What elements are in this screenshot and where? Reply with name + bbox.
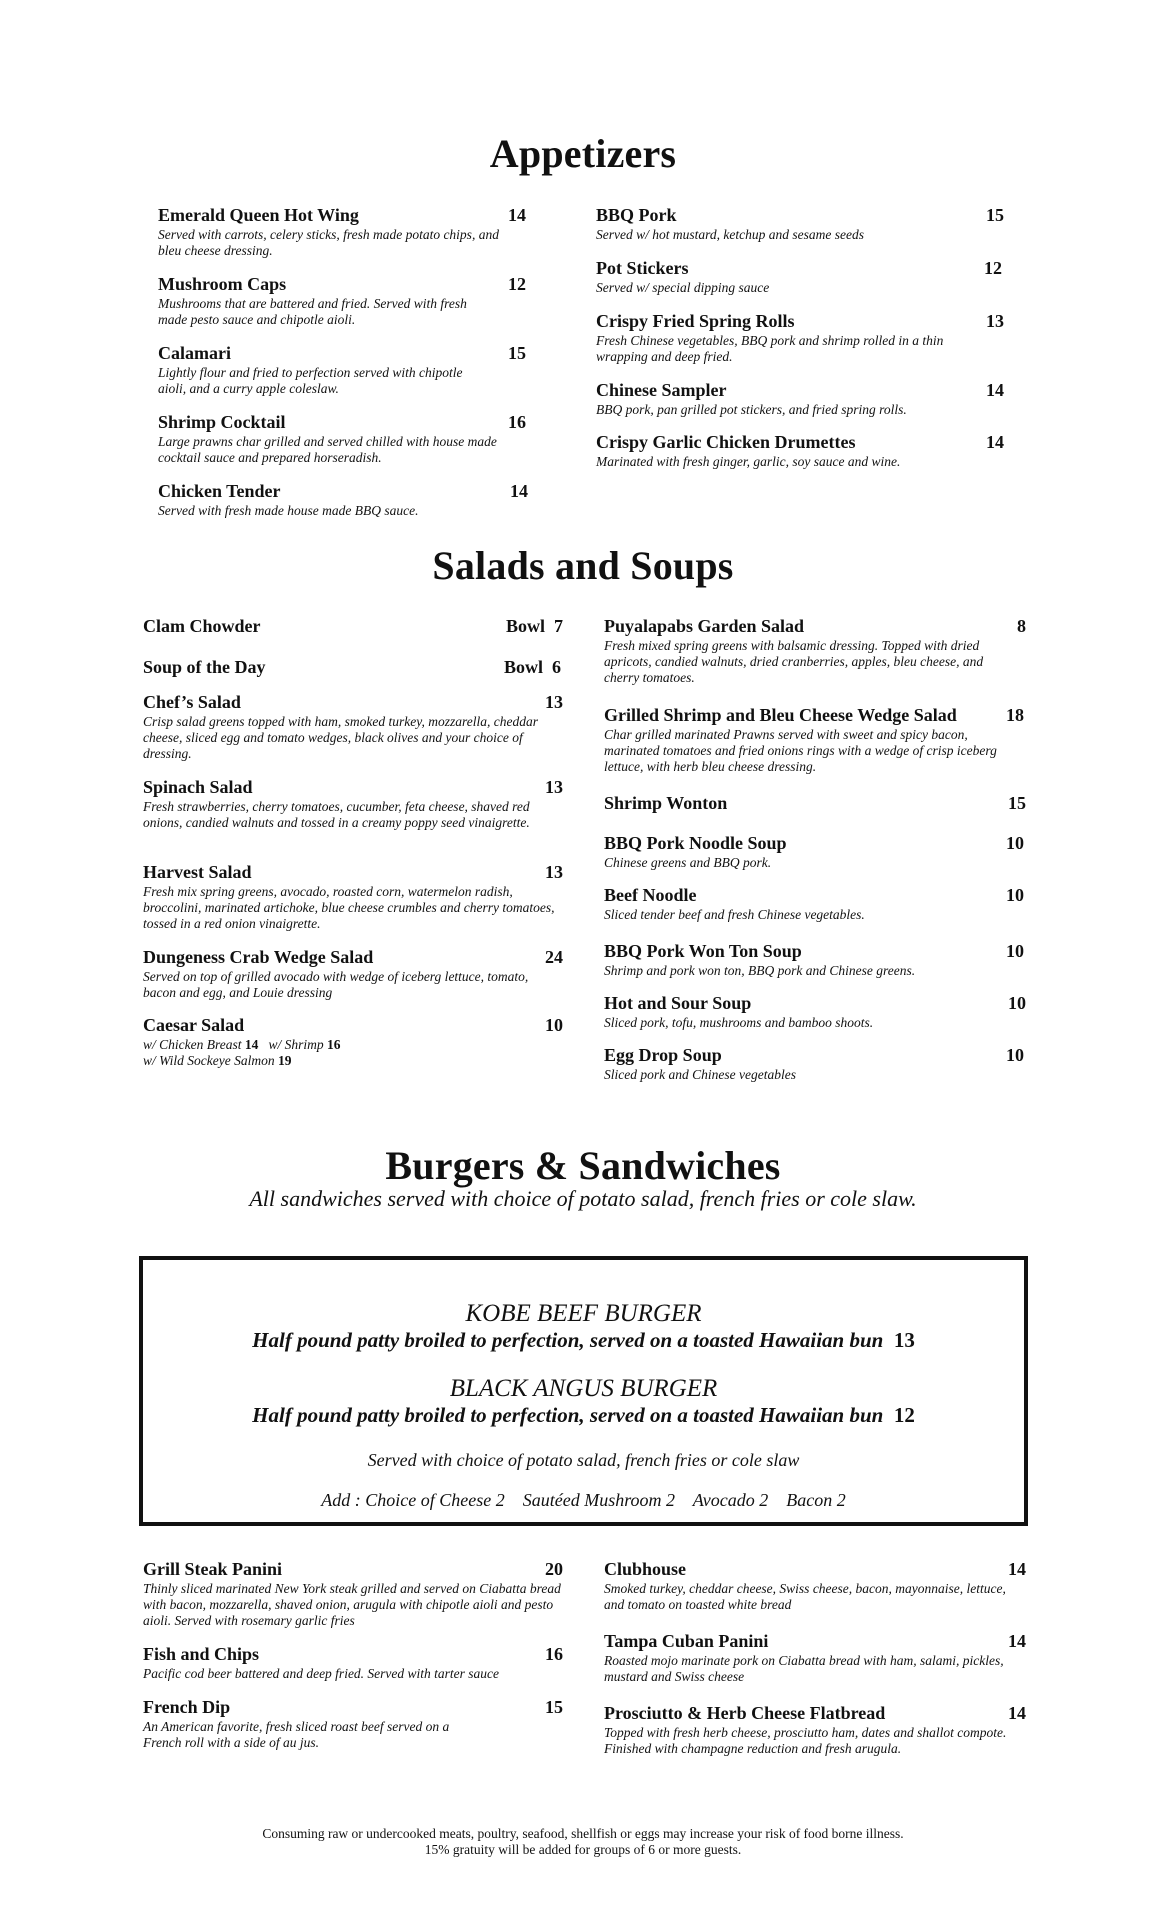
item-description: Char grilled marinated Prawns served with sweet and spicy bacon, marinated tomatoes and fried onions rings with a wedge of crisp iceberg lettuce, with herb bleu cheese dressing. (604, 727, 997, 774)
item-price: 10 (1006, 1045, 1024, 1065)
item-price: 15 (1008, 793, 1026, 813)
item-price: 14 (1008, 1559, 1026, 1579)
item-name: Shrimp Wonton (604, 793, 728, 813)
item-price: 10 (545, 1015, 563, 1035)
kobe-burger-price: 13 (893, 1328, 915, 1352)
item-name: Dungeness Crab Wedge Salad (143, 947, 374, 967)
menu-item (596, 380, 1004, 418)
item-description: Fresh strawberries, cherry tomatoes, cucumber, feta cheese, shaved red onions, candied walnuts and tossed in a creamy poppy seed vinaigrette. (143, 799, 530, 830)
item-description: Served on top of grilled avocado with wedge of iceberg lettuce, tomato, bacon and egg, and Louie dressing (143, 969, 529, 1000)
menu-item (143, 1015, 563, 1069)
item-name: Prosciutto & Herb Cheese Flatbread (604, 1703, 886, 1723)
item-description: Shrimp and pork won ton, BBQ pork and Chinese greens. (604, 963, 916, 978)
menu-item (604, 793, 1026, 814)
item-price: 14 (1008, 1703, 1026, 1723)
item-description: Sliced pork, tofu, mushrooms and bamboo shoots. (604, 1015, 874, 1030)
item-name: Beef Noodle (604, 885, 697, 905)
item-price: 10 (1008, 993, 1026, 1013)
item-name: Fish and Chips (143, 1644, 260, 1664)
menu-item (596, 205, 1004, 243)
item-price: Bowl 7 (505, 616, 563, 636)
menu-item (158, 205, 526, 259)
item-description: Pacific cod beer battered and deep fried. Served with tarter sauce (143, 1666, 500, 1681)
option-label: w/ Shrimp (268, 1037, 324, 1052)
food-safety-notice: Consuming raw or undercooked meats, poultry, seafood, shellfish or eggs may increase your risk of food borne illness. (262, 1826, 904, 1841)
menu-item (143, 777, 563, 831)
item-name: French Dip (143, 1697, 231, 1717)
item-description: An American favorite, fresh sliced roast beef served on a French roll with a side of au jus. (143, 1719, 450, 1750)
option-price: 19 (277, 1053, 292, 1068)
kobe-burger-line (143, 1328, 1024, 1353)
item-description: Sliced pork and Chinese vegetables (604, 1067, 796, 1082)
menu-item (596, 311, 1004, 365)
item-price: 13 (545, 777, 563, 797)
item-name: Puyalapabs Garden Salad (604, 616, 805, 636)
menu-item (143, 1644, 563, 1682)
item-name: Crispy Garlic Chicken Drumettes (596, 432, 856, 452)
item-name: Chicken Tender (158, 481, 281, 501)
gratuity-notice: 15% gratuity will be added for groups of 6 or more guests. (424, 1842, 742, 1857)
item-description: Smoked turkey, cheddar cheese, Swiss cheese, bacon, mayonnaise, lettuce, and tomato on toasted white bread (604, 1581, 1006, 1612)
item-price: 12 (984, 258, 1002, 278)
item-name: BBQ Pork Noodle Soup (604, 833, 787, 853)
addons-line: Add : Choice of Cheese 2 Sautéed Mushroom 2 Avocado 2 Bacon 2 (321, 1490, 846, 1510)
menu-item (604, 1631, 1026, 1685)
item-name: Soup of the Day (143, 657, 266, 677)
item-name: Chinese Sampler (596, 380, 727, 400)
item-description: Roasted mojo marinate pork on Ciabatta bread with ham, salami, pickles, mustard and Swiss cheese (604, 1653, 1004, 1684)
appetizers-title: Appetizers (489, 131, 677, 176)
menu-item (143, 616, 563, 637)
menu-item (143, 1697, 563, 1751)
kobe-burger-title: KOBE BEEF BURGER (465, 1300, 702, 1327)
featured-burgers-box (139, 1256, 1028, 1526)
item-description: Fresh mixed spring greens with balsamic dressing. Topped with dried apricots, candied walnuts, dried cranberries, apples, bleu cheese, and cherry tomatoes. (604, 638, 984, 685)
item-description: BBQ pork, pan grilled pot stickers, and fried spring rolls. (596, 402, 907, 417)
item-description: Fresh mix spring greens, avocado, roasted corn, watermelon radish, broccolini, marinated artichoke, blue cheese crumbles and cherry tomatoes, tossed in a red onion vinaigrette. (143, 884, 555, 931)
item-price: 20 (545, 1559, 563, 1579)
item-name: BBQ Pork Won Ton Soup (604, 941, 802, 961)
item-name: Emerald Queen Hot Wing (158, 205, 359, 225)
menu-item (604, 1559, 1026, 1613)
menu-item (143, 1559, 563, 1629)
menu-item (158, 412, 526, 466)
option-label: w/ Chicken Breast (143, 1037, 242, 1052)
item-description: Mushrooms that are battered and fried. Served with fresh made pesto sauce and chipotle aioli. (158, 296, 467, 327)
item-name: Shrimp Cocktail (158, 412, 286, 432)
angus-burger-title: BLACK ANGUS BURGER (449, 1375, 718, 1402)
menu-item (143, 657, 561, 678)
item-price: 15 (508, 343, 526, 363)
item-name: Grill Steak Panini (143, 1559, 283, 1579)
menu-item (604, 993, 1026, 1031)
item-name: Calamari (158, 343, 231, 363)
item-price: 15 (986, 205, 1004, 225)
menu-item (604, 1703, 1026, 1757)
burgers-title: Burgers & Sandwiches (385, 1143, 781, 1188)
item-name: Tampa Cuban Panini (604, 1631, 769, 1651)
item-price: 13 (545, 862, 563, 882)
menu-item (604, 616, 1026, 686)
item-description: Large prawns char grilled and served chilled with house made cocktail sauce and prepared horseradish. (158, 434, 497, 465)
option-price: 16 (327, 1037, 341, 1052)
item-price: 14 (1008, 1631, 1026, 1651)
item-description: Thinly sliced marinated New York steak grilled and served on Ciabatta bread with bacon, mozzarella, shaved onion, arugula with chipotle aioli and pesto aioli. Served with rosemary garlic fries (143, 1581, 561, 1628)
item-description: Fresh Chinese vegetables, BBQ pork and shrimp rolled in a thin wrapping and deep fried. (596, 333, 944, 364)
menu-item (143, 862, 563, 932)
item-name: Spinach Salad (143, 777, 253, 797)
item-price: 12 (508, 274, 526, 294)
item-name: Crispy Fried Spring Rolls (596, 311, 795, 331)
item-name: Chef’s Salad (143, 692, 241, 712)
item-description: Topped with fresh herb cheese, prosciutto ham, dates and shallot compote. Finished with champagne reduction and fresh arugula. (604, 1725, 1007, 1756)
item-price: 15 (545, 1697, 563, 1717)
item-name: Egg Drop Soup (604, 1045, 722, 1065)
salads-title: Salads and Soups (432, 543, 734, 588)
item-price: 14 (508, 205, 526, 225)
item-name: Mushroom Caps (158, 274, 287, 294)
item-price: 13 (986, 311, 1004, 331)
item-price: 16 (545, 1644, 563, 1664)
item-name: Caesar Salad (143, 1015, 245, 1035)
item-description: Chinese greens and BBQ pork. (604, 855, 772, 870)
item-name: Hot and Sour Soup (604, 993, 752, 1013)
item-name: Grilled Shrimp and Bleu Cheese Wedge Salad (604, 705, 957, 725)
menu-item (604, 885, 1024, 923)
item-price: 10 (1006, 885, 1024, 905)
item-price: 18 (1006, 705, 1024, 725)
item-price: 14 (510, 481, 528, 501)
served-with-note: Served with choice of potato salad, french fries or cole slaw (367, 1450, 800, 1470)
option-label: w/ Wild Sockeye Salmon (143, 1053, 275, 1068)
menu-item (143, 692, 563, 762)
menu-item (143, 947, 563, 1001)
item-price: 14 (986, 432, 1004, 452)
item-name: Clam Chowder (143, 616, 261, 636)
menu-item (596, 432, 1004, 470)
angus-burger-description: Half pound patty broiled to perfection, served on a toasted Hawaiian bun (252, 1403, 884, 1427)
menu-item (158, 274, 526, 328)
angus-burger-line (143, 1403, 1024, 1428)
item-price: 13 (545, 692, 563, 712)
item-description: Lightly flour and fried to perfection served with chipotle aioli, and a curry apple coleslaw. (158, 365, 463, 396)
menu-item (604, 705, 1024, 775)
item-price: Bowl 6 (503, 657, 561, 677)
item-description: Served w/ special dipping sauce (596, 280, 770, 295)
item-price: 24 (545, 947, 563, 967)
menu-item (604, 1045, 1024, 1083)
item-name: Pot Stickers (596, 258, 689, 278)
item-price: 10 (1006, 941, 1024, 961)
item-description: Sliced tender beef and fresh Chinese vegetables. (604, 907, 865, 922)
menu-item (604, 941, 1024, 979)
item-price: 16 (508, 412, 526, 432)
item-price: 8 (1017, 616, 1026, 636)
item-name: Harvest Salad (143, 862, 252, 882)
item-price: 14 (986, 380, 1004, 400)
menu-item (158, 481, 528, 519)
item-name: BBQ Pork (596, 205, 677, 225)
item-description (143, 1037, 563, 1069)
item-description: Marinated with fresh ginger, garlic, soy sauce and wine. (596, 454, 901, 469)
item-description: Served with carrots, celery sticks, fresh made potato chips, and bleu cheese dressing. (158, 227, 499, 258)
menu-item (158, 343, 526, 397)
item-description: Served w/ hot mustard, ketchup and sesame seeds (596, 227, 864, 242)
item-price: 10 (1006, 833, 1024, 853)
item-name: Clubhouse (604, 1559, 687, 1579)
kobe-burger-description: Half pound patty broiled to perfection, served on a toasted Hawaiian bun (252, 1328, 884, 1352)
item-description: Served with fresh made house made BBQ sauce. (158, 503, 419, 518)
menu-item (596, 258, 1002, 296)
angus-burger-price: 12 (893, 1403, 915, 1427)
option-price: 14 (244, 1037, 259, 1052)
item-description: Crisp salad greens topped with ham, smoked turkey, mozzarella, cheddar cheese, sliced egg and tomato wedges, black olives and your choice of dressing. (143, 714, 538, 761)
menu-item (604, 833, 1024, 871)
burgers-subtitle: All sandwiches served with choice of potato salad, french fries or cole slaw. (249, 1186, 917, 1211)
